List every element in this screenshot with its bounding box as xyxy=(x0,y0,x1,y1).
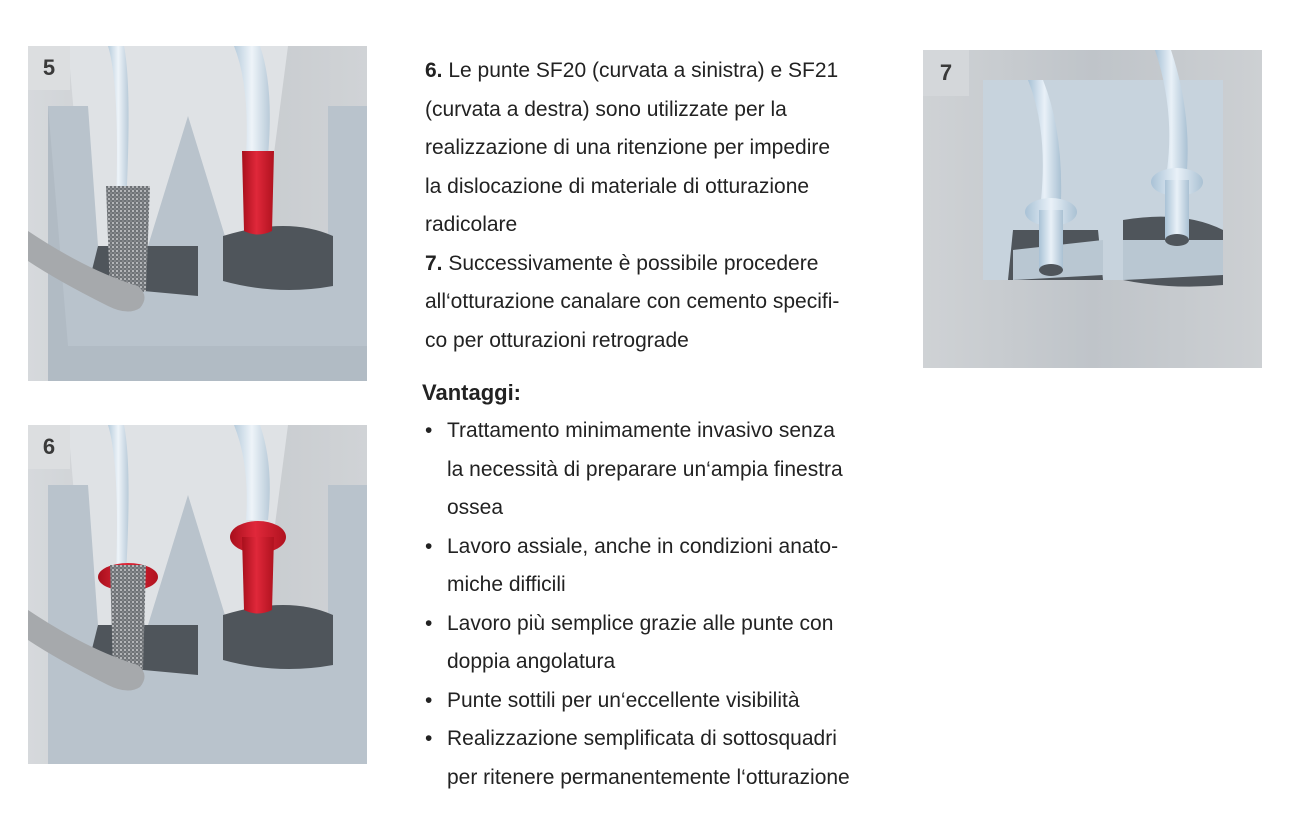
advantages-list xyxy=(425,412,925,797)
list-item-line: Lavoro assiale, anche in condizioni anato- xyxy=(447,534,839,558)
instructions-text xyxy=(422,52,925,797)
bullet-icon: • xyxy=(425,534,433,558)
figure-number: 7 xyxy=(923,50,969,96)
list-item-line: la necessità di preparare un‘ampia finestra xyxy=(447,457,843,481)
step-text-line: co per otturazioni retrograde xyxy=(425,328,689,352)
bullet-icon: • xyxy=(425,688,433,712)
step-text-line: la dislocazione di materiale di otturazione xyxy=(425,174,810,198)
list-item-line: Realizzazione semplificata di sottosquadri xyxy=(447,727,837,750)
step-7-paragraph xyxy=(425,245,925,361)
list-item xyxy=(425,682,925,721)
list-item-line: Lavoro più semplice grazie alle punte con xyxy=(447,611,834,635)
step-text-line: (curvata a destra) sono utilizzate per la xyxy=(425,97,787,121)
illustration-retention-undercut xyxy=(28,425,367,764)
step-text-line: Le punte SF20 (curvata a sinistra) e SF21 xyxy=(442,59,839,82)
illustration-retro-preparation xyxy=(28,46,367,381)
bullet-icon: • xyxy=(425,611,433,635)
illustration-retrograde-filling xyxy=(923,50,1262,368)
step-text-line: radicolare xyxy=(425,213,518,236)
list-item-line: ossea xyxy=(447,496,504,519)
bullet-icon: • xyxy=(425,419,433,442)
figure-5 xyxy=(28,46,367,381)
list-item xyxy=(425,605,925,682)
list-item xyxy=(425,412,925,528)
step-6-paragraph xyxy=(425,52,925,245)
step-text-line: realizzazione di una ritenzione per impedire xyxy=(425,136,831,159)
figure-6 xyxy=(28,425,367,764)
list-item-line: doppia angolatura xyxy=(447,650,616,673)
bullet-icon: • xyxy=(425,727,433,750)
step-text-line: all‘otturazione canalare con cemento specifi- xyxy=(425,290,840,313)
figure-7 xyxy=(923,50,1262,368)
step-text-line: Successivamente è possibile procedere xyxy=(442,251,819,275)
list-item-line: Punte sottili per un‘eccellente visibilità xyxy=(447,688,800,712)
figure-number: 6 xyxy=(28,425,70,469)
step-number: 6. xyxy=(425,59,443,82)
list-item-line: per ritenere permanentemente l‘otturazione xyxy=(447,765,850,789)
figure-number: 5 xyxy=(28,46,70,90)
list-item-line: miche difficili xyxy=(447,573,566,596)
list-item xyxy=(425,528,925,605)
advantages-heading: Vantaggi: xyxy=(422,380,522,405)
list-item xyxy=(425,720,925,797)
step-number: 7. xyxy=(425,251,443,275)
list-item-line: Trattamento minimamente invasivo senza xyxy=(447,419,835,442)
